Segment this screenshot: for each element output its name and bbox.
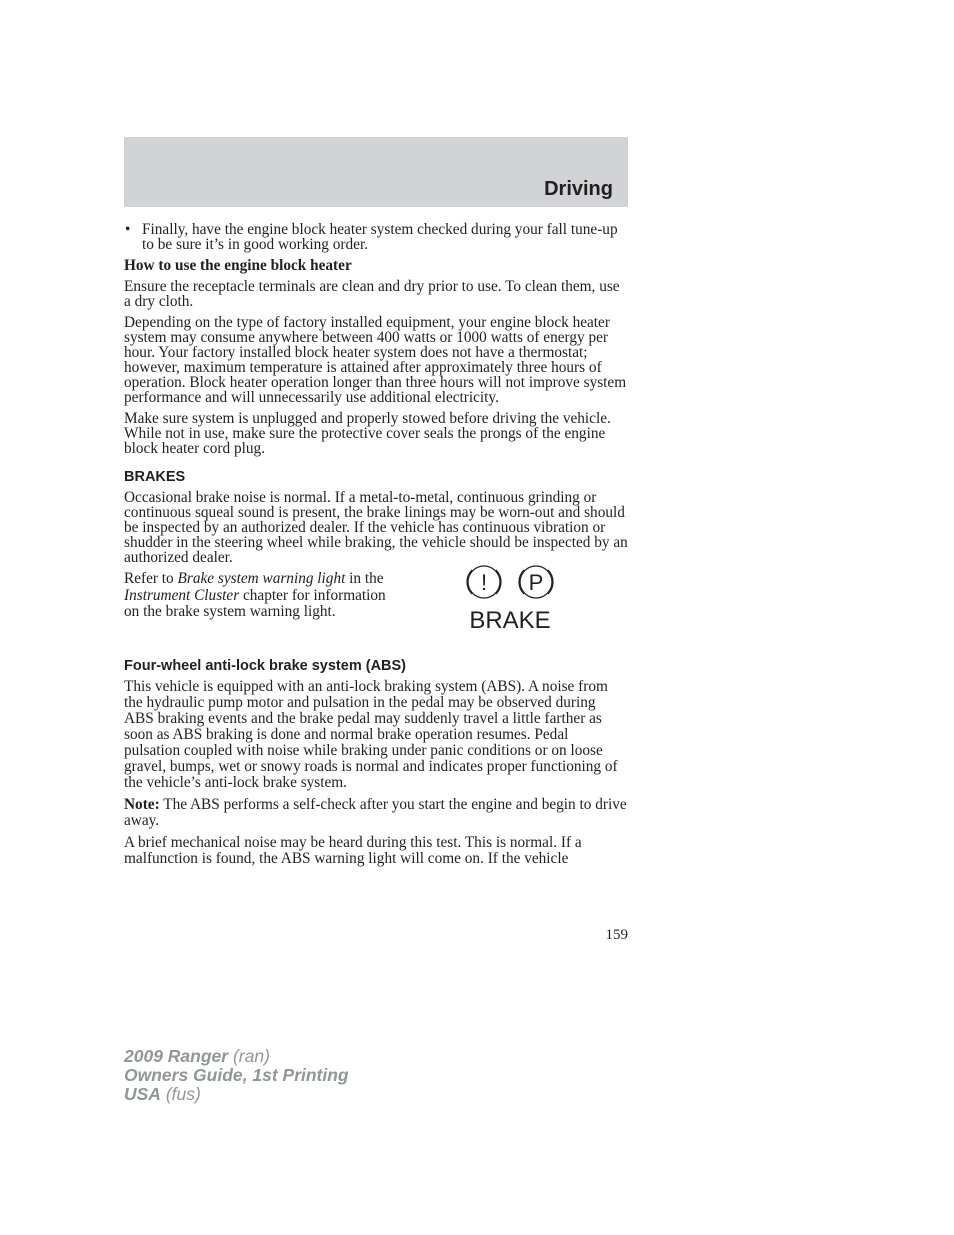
paragraph-depending: Depending on the type of factory installed equipment, your engine block heater system may consume anywhere between 400 watts or 1000 watts of energy per hour. Your factory installed block heater system does not have a thermostat; however, maximum temperature is attained after approximately three hours of operation. Block heater operation longer than three hours will not improve system performance and will unnecessarily use additional electricity. bbox=[124, 314, 627, 406]
section-title: Driving bbox=[544, 178, 613, 200]
footer-line-market bbox=[124, 1085, 349, 1104]
brake-reference-text bbox=[124, 571, 394, 621]
document-footer bbox=[124, 1047, 349, 1104]
bullet-list-item bbox=[124, 222, 628, 252]
brake-icon-p: P bbox=[528, 570, 544, 595]
bullet-text: Finally, have the engine block heater system checked during your fall tune-up to be sure it’s in good working order. bbox=[142, 221, 618, 253]
footer-line-model bbox=[124, 1047, 349, 1066]
refer-link-instrument-cluster: Instrument Cluster bbox=[124, 586, 240, 604]
refer-suffix: chapter for information on the brake system warning light. bbox=[124, 586, 386, 620]
refer-prefix: Refer to bbox=[124, 570, 178, 587]
paragraph-note bbox=[124, 797, 628, 829]
footer-market-code: (fus) bbox=[160, 1084, 201, 1104]
brake-icon-exclaim: ! bbox=[480, 570, 488, 595]
brake-icon-label: BRAKE bbox=[469, 607, 551, 631]
footer-market: USA bbox=[124, 1084, 161, 1104]
note-label: Note: bbox=[124, 796, 160, 813]
footer-model-code: (ran) bbox=[228, 1046, 270, 1066]
page-content bbox=[124, 222, 628, 873]
brakes-heading: BRAKES bbox=[124, 469, 186, 485]
paragraph-brake-noise: Occasional brake noise is normal. If a metal-to-metal, continuous grinding or continuous squeal sound is present, the brake linings may be worn-out and should be inspected by an authorized dealer. If the vehicle has continuous vibration or shudder in the steering wheel while braking, the vehicle should be inspected by an authorized dealer. bbox=[124, 489, 628, 566]
engine-heater-subheading: How to use the engine block heater bbox=[124, 257, 352, 274]
page-number: 159 bbox=[605, 927, 628, 943]
brake-reference-row bbox=[124, 571, 628, 653]
section-header-band bbox=[124, 137, 628, 207]
bullet-icon: • bbox=[125, 221, 131, 238]
abs-heading: Four-wheel anti-lock brake system (ABS) bbox=[124, 658, 407, 674]
footer-model: 2009 Ranger bbox=[124, 1046, 229, 1066]
refer-link-brake-warning-light: Brake system warning light bbox=[177, 570, 346, 587]
footer-line-printing: Owners Guide, 1st Printing bbox=[124, 1065, 349, 1085]
paragraph-ensure: Ensure the receptacle terminals are clean and dry prior to use. To clean them, use a dry cloth. bbox=[124, 278, 620, 310]
paragraph-unplug: Make sure system is unplugged and properly stowed before driving the vehicle. While not in use, make sure the protective cover seals the prongs of the engine block heater cord plug. bbox=[124, 410, 611, 457]
refer-mid: in the bbox=[345, 570, 384, 587]
brake-warning-icon bbox=[462, 565, 562, 631]
paragraph-brief-noise: A brief mechanical noise may be heard during this test. This is normal. If a malfunction is found, the ABS warning light will come on. If the vehicle bbox=[124, 834, 582, 867]
paragraph-abs: This vehicle is equipped with an anti-lock braking system (ABS). A noise from the hydraulic pump motor and pulsation in the pedal may be observed during ABS braking events and the brake pedal may suddenly travel a little farther as soon as ABS braking is done and normal brake operation resumes. Pedal pulsation coupled with noise while braking under panic conditions or on loose gravel, bumps, wet or snowy roads is normal and indicates proper functioning of the vehicle’s anti-lock brake system. bbox=[124, 678, 618, 791]
note-text: The ABS performs a self-check after you start the engine and begin to drive away. bbox=[124, 796, 627, 829]
